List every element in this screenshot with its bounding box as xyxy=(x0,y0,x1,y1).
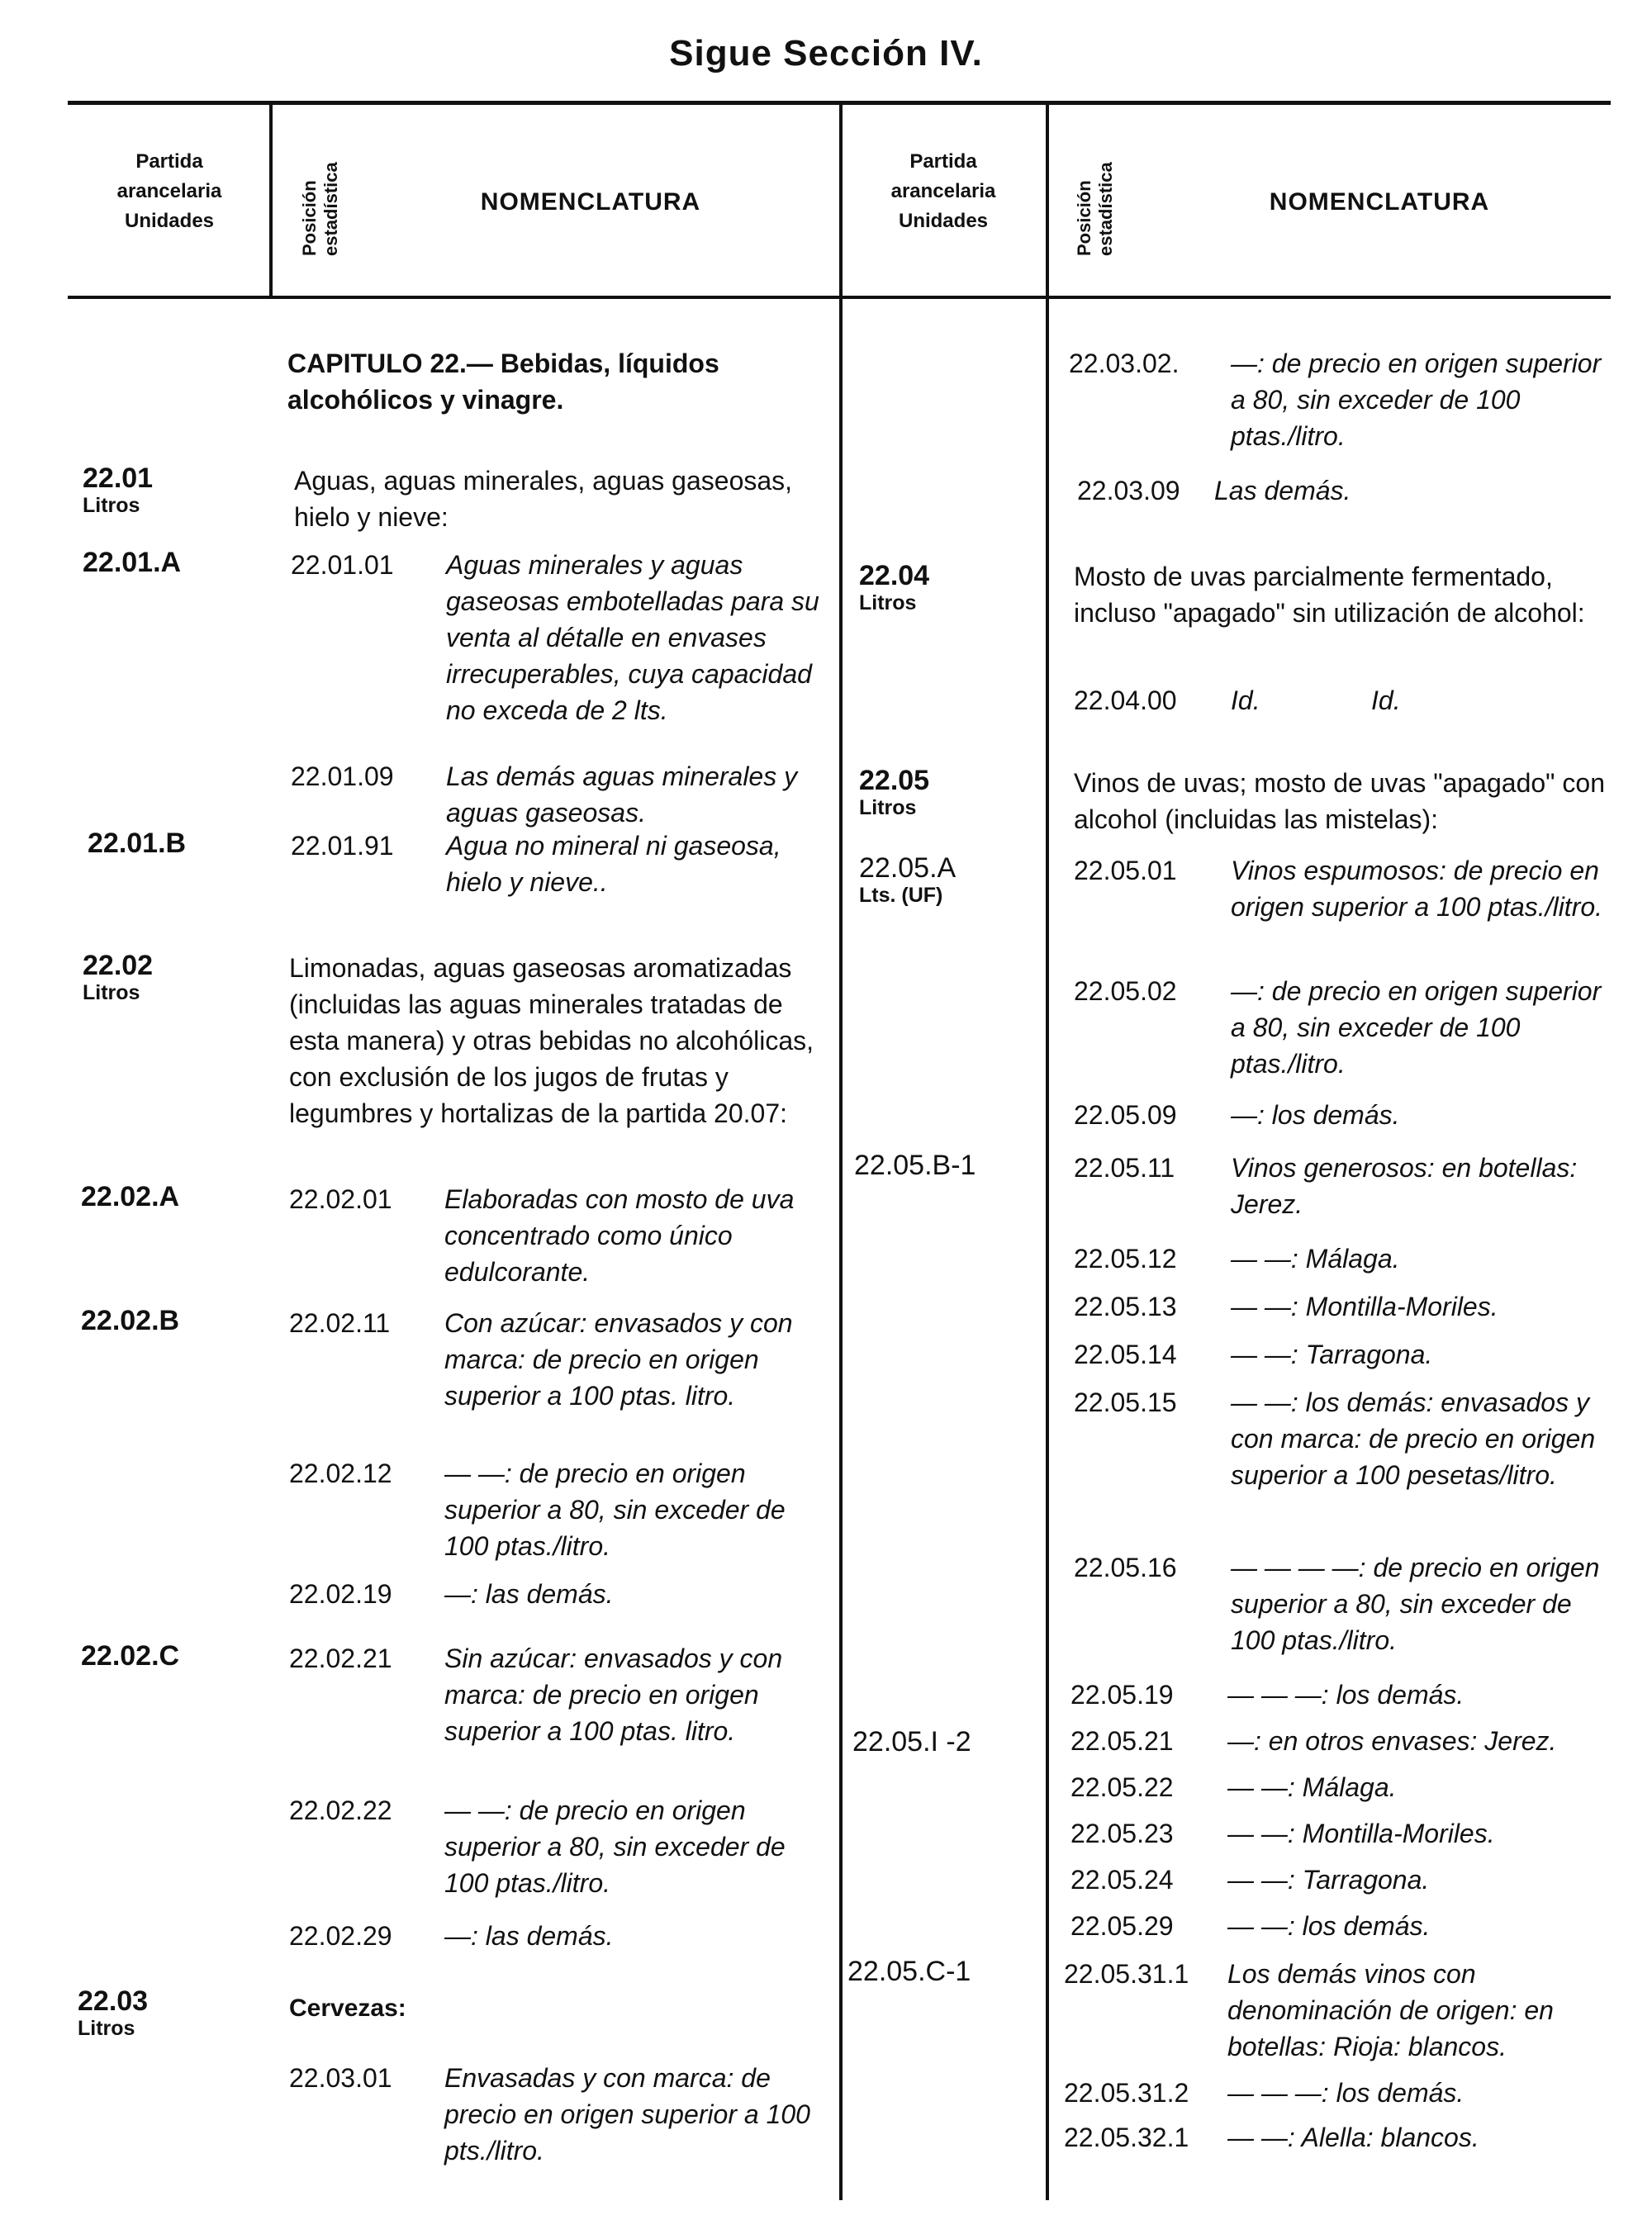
desc-22-05-16: — — — —: de precio en origen superior a 80, sin exceder de 100 ptas./litro. xyxy=(1231,1553,1600,1655)
desc-22-05-01: Vinos espumosos: de precio en origen superior a 100 ptas./litro. xyxy=(1231,856,1603,922)
code-22-05-31-2: 22.05.31.2 xyxy=(1064,2078,1189,2108)
code-22-02-22: 22.02.22 xyxy=(289,1795,392,1825)
desc-22-05-21: —: en otros envases: Jerez. xyxy=(1227,1726,1557,1756)
chapter-heading: CAPITULO 22.— Bebidas, líquidos alcohólicos y vinagre. xyxy=(287,349,719,415)
desc-22-01-09: Las demás aguas minerales y aguas gaseosas. xyxy=(446,761,798,828)
desc-22-01-91: Agua no mineral ni gaseosa, hielo y nieve.. xyxy=(446,831,781,897)
code-22-01-09: 22.01.09 xyxy=(291,761,394,791)
code-22-02-19: 22.02.19 xyxy=(289,1579,392,1609)
code-22-02-29: 22.02.29 xyxy=(289,1921,392,1951)
partida-22-02-A: 22.02.A xyxy=(81,1181,180,1212)
header-nomenclatura-left: NOMENCLATURA xyxy=(480,188,701,216)
desc-22-05-02: —: de precio en origen superior a 80, sin exceder de 100 ptas./litro. xyxy=(1231,976,1602,1079)
desc-22-05-19: — — —: los demás. xyxy=(1227,1680,1464,1710)
code-22-01-91: 22.01.91 xyxy=(291,831,394,861)
code-22-01-01: 22.01.01 xyxy=(291,550,394,580)
code-22-05-09: 22.05.09 xyxy=(1074,1100,1177,1130)
desc-22-04-00-id: Id. xyxy=(1371,685,1401,715)
desc-22-05-22: — —: Málaga. xyxy=(1227,1772,1397,1802)
desc-22-02-21: Sin azúcar: envasados y con marca: de precio en origen superior a 100 ptas. litro. xyxy=(444,1644,783,1746)
desc-22-05-24: — —: Tarragona. xyxy=(1227,1865,1430,1895)
page-title: Sigue Sección IV. xyxy=(669,33,983,74)
header-posicion-right: Posición estadística xyxy=(1074,162,1116,256)
desc-22-05-32-1: — —: Alella: blancos. xyxy=(1227,2123,1479,2152)
code-22-03-02: 22.03.02. xyxy=(1069,349,1180,378)
desc-22-05-31-2: — — —: los demás. xyxy=(1227,2078,1464,2108)
partida-22-02-B: 22.02.B xyxy=(81,1305,180,1336)
desc-22-02-12: — —: de precio en origen superior a 80, sin exceder de 100 ptas./litro. xyxy=(444,1459,786,1561)
desc-22-05-23: — —: Montilla-Moriles. xyxy=(1227,1819,1495,1848)
code-22-05-02: 22.05.02 xyxy=(1074,976,1177,1006)
desc-22-03-09: Las demás. xyxy=(1214,476,1351,505)
divider-left-partida xyxy=(269,102,273,297)
code-22-05-24: 22.05.24 xyxy=(1070,1865,1174,1895)
desc-22-05-12: — —: Málaga. xyxy=(1231,1244,1400,1274)
desc-22-01-01: Aguas minerales y aguas gaseosas embotelladas para su venta al détalle en envases irrecuperables, cuya capacidad no exceda de 2 lts. xyxy=(446,550,819,725)
desc-22-05-11: Vinos generosos: en botellas: Jerez. xyxy=(1231,1153,1578,1219)
header-partida-right: Partida arancelaria Unidades xyxy=(890,150,996,232)
heading-22-04: Mosto de uvas parcialmente fermentado, incluso "apagado" sin utilización de alcohol: xyxy=(1074,562,1585,628)
partida-22-05: 22.05 Litros xyxy=(859,765,930,819)
code-22-05-31-1: 22.05.31.1 xyxy=(1064,1959,1189,1989)
code-22-05-13: 22.05.13 xyxy=(1074,1292,1177,1321)
code-22-05-14: 22.05.14 xyxy=(1074,1340,1177,1369)
code-22-05-32-1: 22.05.32.1 xyxy=(1064,2123,1189,2152)
partida-22-01-B: 22.01.B xyxy=(88,828,187,859)
code-22-02-11: 22.02.11 xyxy=(289,1308,391,1338)
code-22-02-21: 22.02.21 xyxy=(289,1644,392,1673)
code-22-02-12: 22.02.12 xyxy=(289,1459,392,1488)
desc-22-05-09: —: los demás. xyxy=(1231,1100,1400,1130)
partida-22-04: 22.04 Litros xyxy=(859,560,930,614)
desc-22-02-29: —: las demás. xyxy=(444,1921,614,1951)
desc-22-02-19: —: las demás. xyxy=(444,1579,614,1609)
desc-22-05-14: — —: Tarragona. xyxy=(1231,1340,1433,1369)
code-22-03-09: 22.03.09 xyxy=(1077,476,1180,505)
code-22-05-16: 22.05.16 xyxy=(1074,1553,1177,1582)
partida-22-05-I-2: 22.05.I -2 xyxy=(852,1726,971,1758)
header-posicion-left: Posición estadística xyxy=(299,162,341,256)
header-nomenclatura-right: NOMENCLATURA xyxy=(1269,188,1490,216)
partida-22-05-C-1: 22.05.C-1 xyxy=(847,1956,971,1987)
partida-22-05-A: 22.05.A Lts. (UF) xyxy=(859,852,957,907)
code-22-03-01: 22.03.01 xyxy=(289,2063,392,2093)
partida-22-02-C: 22.02.C xyxy=(81,1640,180,1672)
desc-22-05-31-1: Los demás vinos con denominación de origen: en botellas: Rioja: blancos. xyxy=(1227,1959,1554,2061)
desc-22-05-13: — —: Montilla-Moriles. xyxy=(1231,1292,1498,1321)
partida-22-03: 22.03 Litros xyxy=(78,1985,149,2040)
partida-22-05-B-1: 22.05.B-1 xyxy=(854,1150,976,1181)
code-22-05-22: 22.05.22 xyxy=(1070,1772,1174,1802)
code-22-05-29: 22.05.29 xyxy=(1070,1911,1174,1941)
desc-22-02-01: Elaboradas con mosto de uva concentrado como único edulcorante. xyxy=(444,1184,795,1287)
code-22-05-21: 22.05.21 xyxy=(1070,1726,1174,1756)
code-22-05-01: 22.05.01 xyxy=(1074,856,1177,885)
desc-22-02-11: Con azúcar: envasados y con marca: de precio en origen superior a 100 ptas. litro. xyxy=(444,1308,793,1411)
code-22-05-15: 22.05.15 xyxy=(1074,1388,1177,1417)
divider-center xyxy=(839,102,843,2200)
heading-22-05: Vinos de uvas; mosto de uvas "apagado" con alcohol (incluidas las mistelas): xyxy=(1074,768,1605,834)
desc-22-03-01: Envasadas y con marca: de precio en origen superior a 100 pts./litro. xyxy=(444,2063,810,2165)
heading-22-01: Aguas, aguas minerales, aguas gaseosas, hielo y nieve: xyxy=(294,466,793,532)
code-22-05-11: 22.05.11 xyxy=(1074,1153,1175,1183)
code-22-02-01: 22.02.01 xyxy=(289,1184,392,1214)
code-22-05-23: 22.05.23 xyxy=(1070,1819,1174,1848)
desc-22-05-29: — —: los demás. xyxy=(1227,1911,1431,1941)
partida-22-01-A: 22.01.A xyxy=(83,547,182,578)
code-22-05-12: 22.05.12 xyxy=(1074,1244,1177,1274)
desc-22-05-15: — —: los demás: envasados y con marca: de precio en origen superior a 100 pesetas/litro. xyxy=(1231,1388,1596,1490)
heading-22-02: Limonadas, aguas gaseosas aromatizadas (incluidas las aguas minerales tratadas de esta manera) y otras bebidas no alcohólicas, con exclusión de los jugos de frutas y legumbres y hortalizas de la partida 20.07: xyxy=(289,953,814,1128)
partida-22-02: 22.02 Litros xyxy=(83,950,154,1004)
desc-22-02-22: — —: de precio en origen superior a 80, sin exceder de 100 ptas./litro. xyxy=(444,1795,786,1898)
partida-22-01: 22.01 Litros xyxy=(83,462,154,517)
heading-22-03: Cervezas: xyxy=(289,1995,406,2022)
desc-22-03-02: —: de precio en origen superior a 80, sin exceder de 100 ptas./litro. xyxy=(1231,349,1602,451)
desc-22-04-00: Id. xyxy=(1231,685,1260,715)
code-22-04-00: 22.04.00 xyxy=(1074,685,1177,715)
code-22-05-19: 22.05.19 xyxy=(1070,1680,1174,1710)
divider-right-partida xyxy=(1046,102,1049,2200)
header-partida-left: Partida arancelaria Unidades xyxy=(116,150,222,232)
